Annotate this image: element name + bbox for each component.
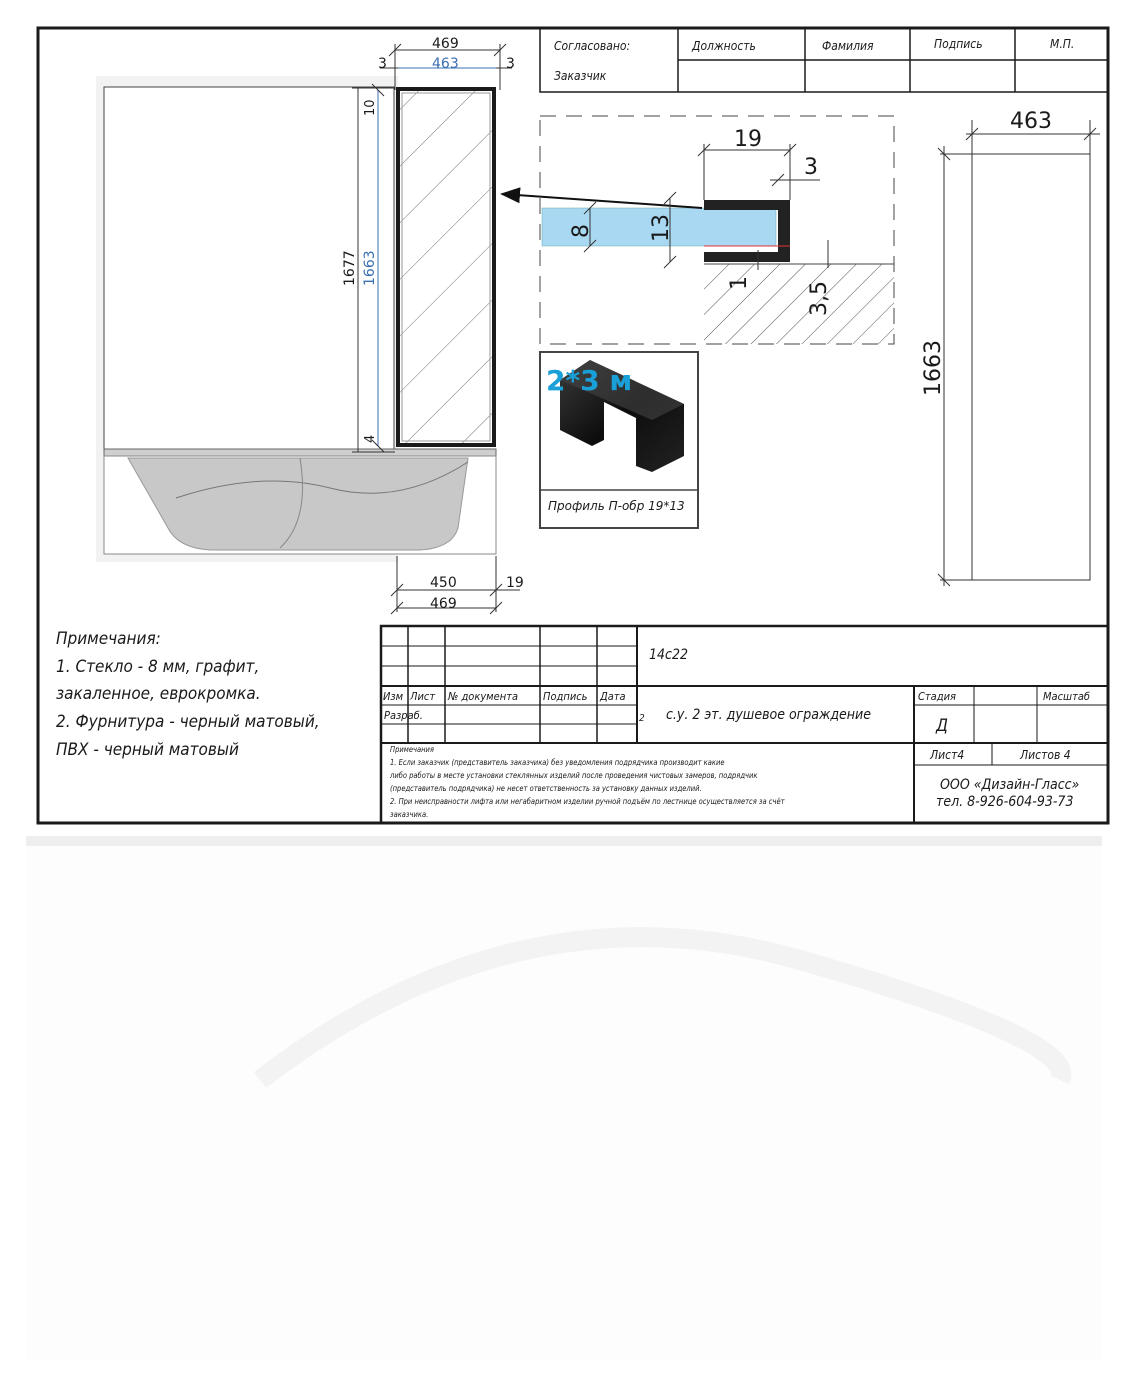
title-phone: тел. 8-926-604-93-73: [936, 794, 1074, 810]
title-scale-label: Масштаб: [1043, 690, 1091, 703]
title-stage-label: Стадия: [918, 690, 956, 703]
bathtub: [104, 449, 496, 554]
title-small-note-3: (представитель подрядчика) не несет ответственность за установку данных изделий.: [390, 784, 702, 793]
notes-line-2: закаленное, еврокромка.: [56, 684, 261, 704]
dim-height-glass: 1663: [362, 250, 378, 286]
approval-surname-header: Фамилия: [822, 39, 874, 53]
title-sheets-label: Листов 4: [1020, 748, 1071, 762]
profile-dim-width: 19: [734, 127, 762, 152]
profile-dim-offset: 3,5: [807, 281, 832, 316]
dim-gap-bottom: 4: [363, 434, 378, 443]
dim-bottom-side: 19: [506, 575, 524, 591]
side-view-width: 463: [1010, 109, 1052, 134]
glass-panel: [398, 89, 494, 445]
notes-line-1: 1. Стекло - 8 мм, графит,: [56, 657, 260, 677]
profile-dim-glass: 8: [569, 224, 594, 238]
approval-agreed-label: Согласовано:: [554, 39, 631, 53]
profile-photo-length: 2*3 м: [546, 364, 633, 397]
dim-gap-top: 10: [363, 99, 378, 116]
notes-line-3: 2. Фурнитура - черный матовый,: [56, 712, 320, 732]
dim-top-gap-left: 3: [378, 56, 387, 72]
title-small-note-2: либо работы в месте установки стеклянных изделий после проведения чистовых замеров, подрядчик: [390, 771, 758, 780]
title-col-izm: Изм: [383, 690, 404, 703]
title-small-note-5: заказчика.: [390, 810, 429, 819]
approval-customer-label: Заказчик: [554, 69, 607, 83]
notes-line-4: ПВХ - черный матовый: [56, 740, 239, 760]
profile-dim-depth: 13: [649, 214, 674, 242]
title-col-sign: Подпись: [543, 690, 588, 703]
profile-photo-caption: Профиль П-обр 19*13: [548, 499, 685, 513]
side-view-height: 1663: [921, 340, 946, 396]
profile-dim-wall: 3: [804, 155, 818, 180]
dim-top-total: 469: [432, 36, 459, 52]
title-block-code: 14с22: [649, 647, 688, 663]
blank-lower-area: [26, 846, 1102, 1360]
title-small-note-1: 1. Если заказчик (представитель заказчика) без уведомления подрядчика производит какие: [390, 758, 725, 767]
title-col-date: Дата: [600, 690, 626, 703]
approval-signature-header: Подпись: [934, 37, 983, 51]
title-small-note-4: 2. При неисправности лифта или негабаритном изделии ручной подъём по лестнице осуществляется за счёт: [390, 797, 785, 806]
title-date-fragment: 2: [639, 713, 645, 724]
title-developer: Разраб.: [384, 709, 423, 722]
notes-title: Примечания:: [56, 629, 161, 649]
approval-stamp-header: М.П.: [1050, 37, 1075, 51]
title-project-name: с.у. 2 эт. душевое ограждение: [666, 707, 871, 723]
dim-bottom-total: 469: [430, 596, 457, 612]
title-col-list: Лист: [410, 690, 436, 703]
approval-position-header: Должность: [692, 39, 756, 53]
title-company: ООО «Дизайн-Гласс»: [940, 777, 1080, 793]
dim-top-gap-right: 3: [506, 56, 515, 72]
profile-dim-bottom-gap: 1: [727, 276, 752, 290]
title-small-notes-title: Примечания: [390, 745, 434, 754]
dim-bottom-inner: 450: [430, 575, 457, 591]
title-col-doc: № документа: [448, 690, 519, 703]
dim-height-total: 1677: [342, 250, 358, 286]
title-sheet-label: Лист4: [930, 748, 965, 762]
title-stage-value: Д: [936, 716, 948, 736]
dim-top-glass: 463: [432, 56, 459, 72]
